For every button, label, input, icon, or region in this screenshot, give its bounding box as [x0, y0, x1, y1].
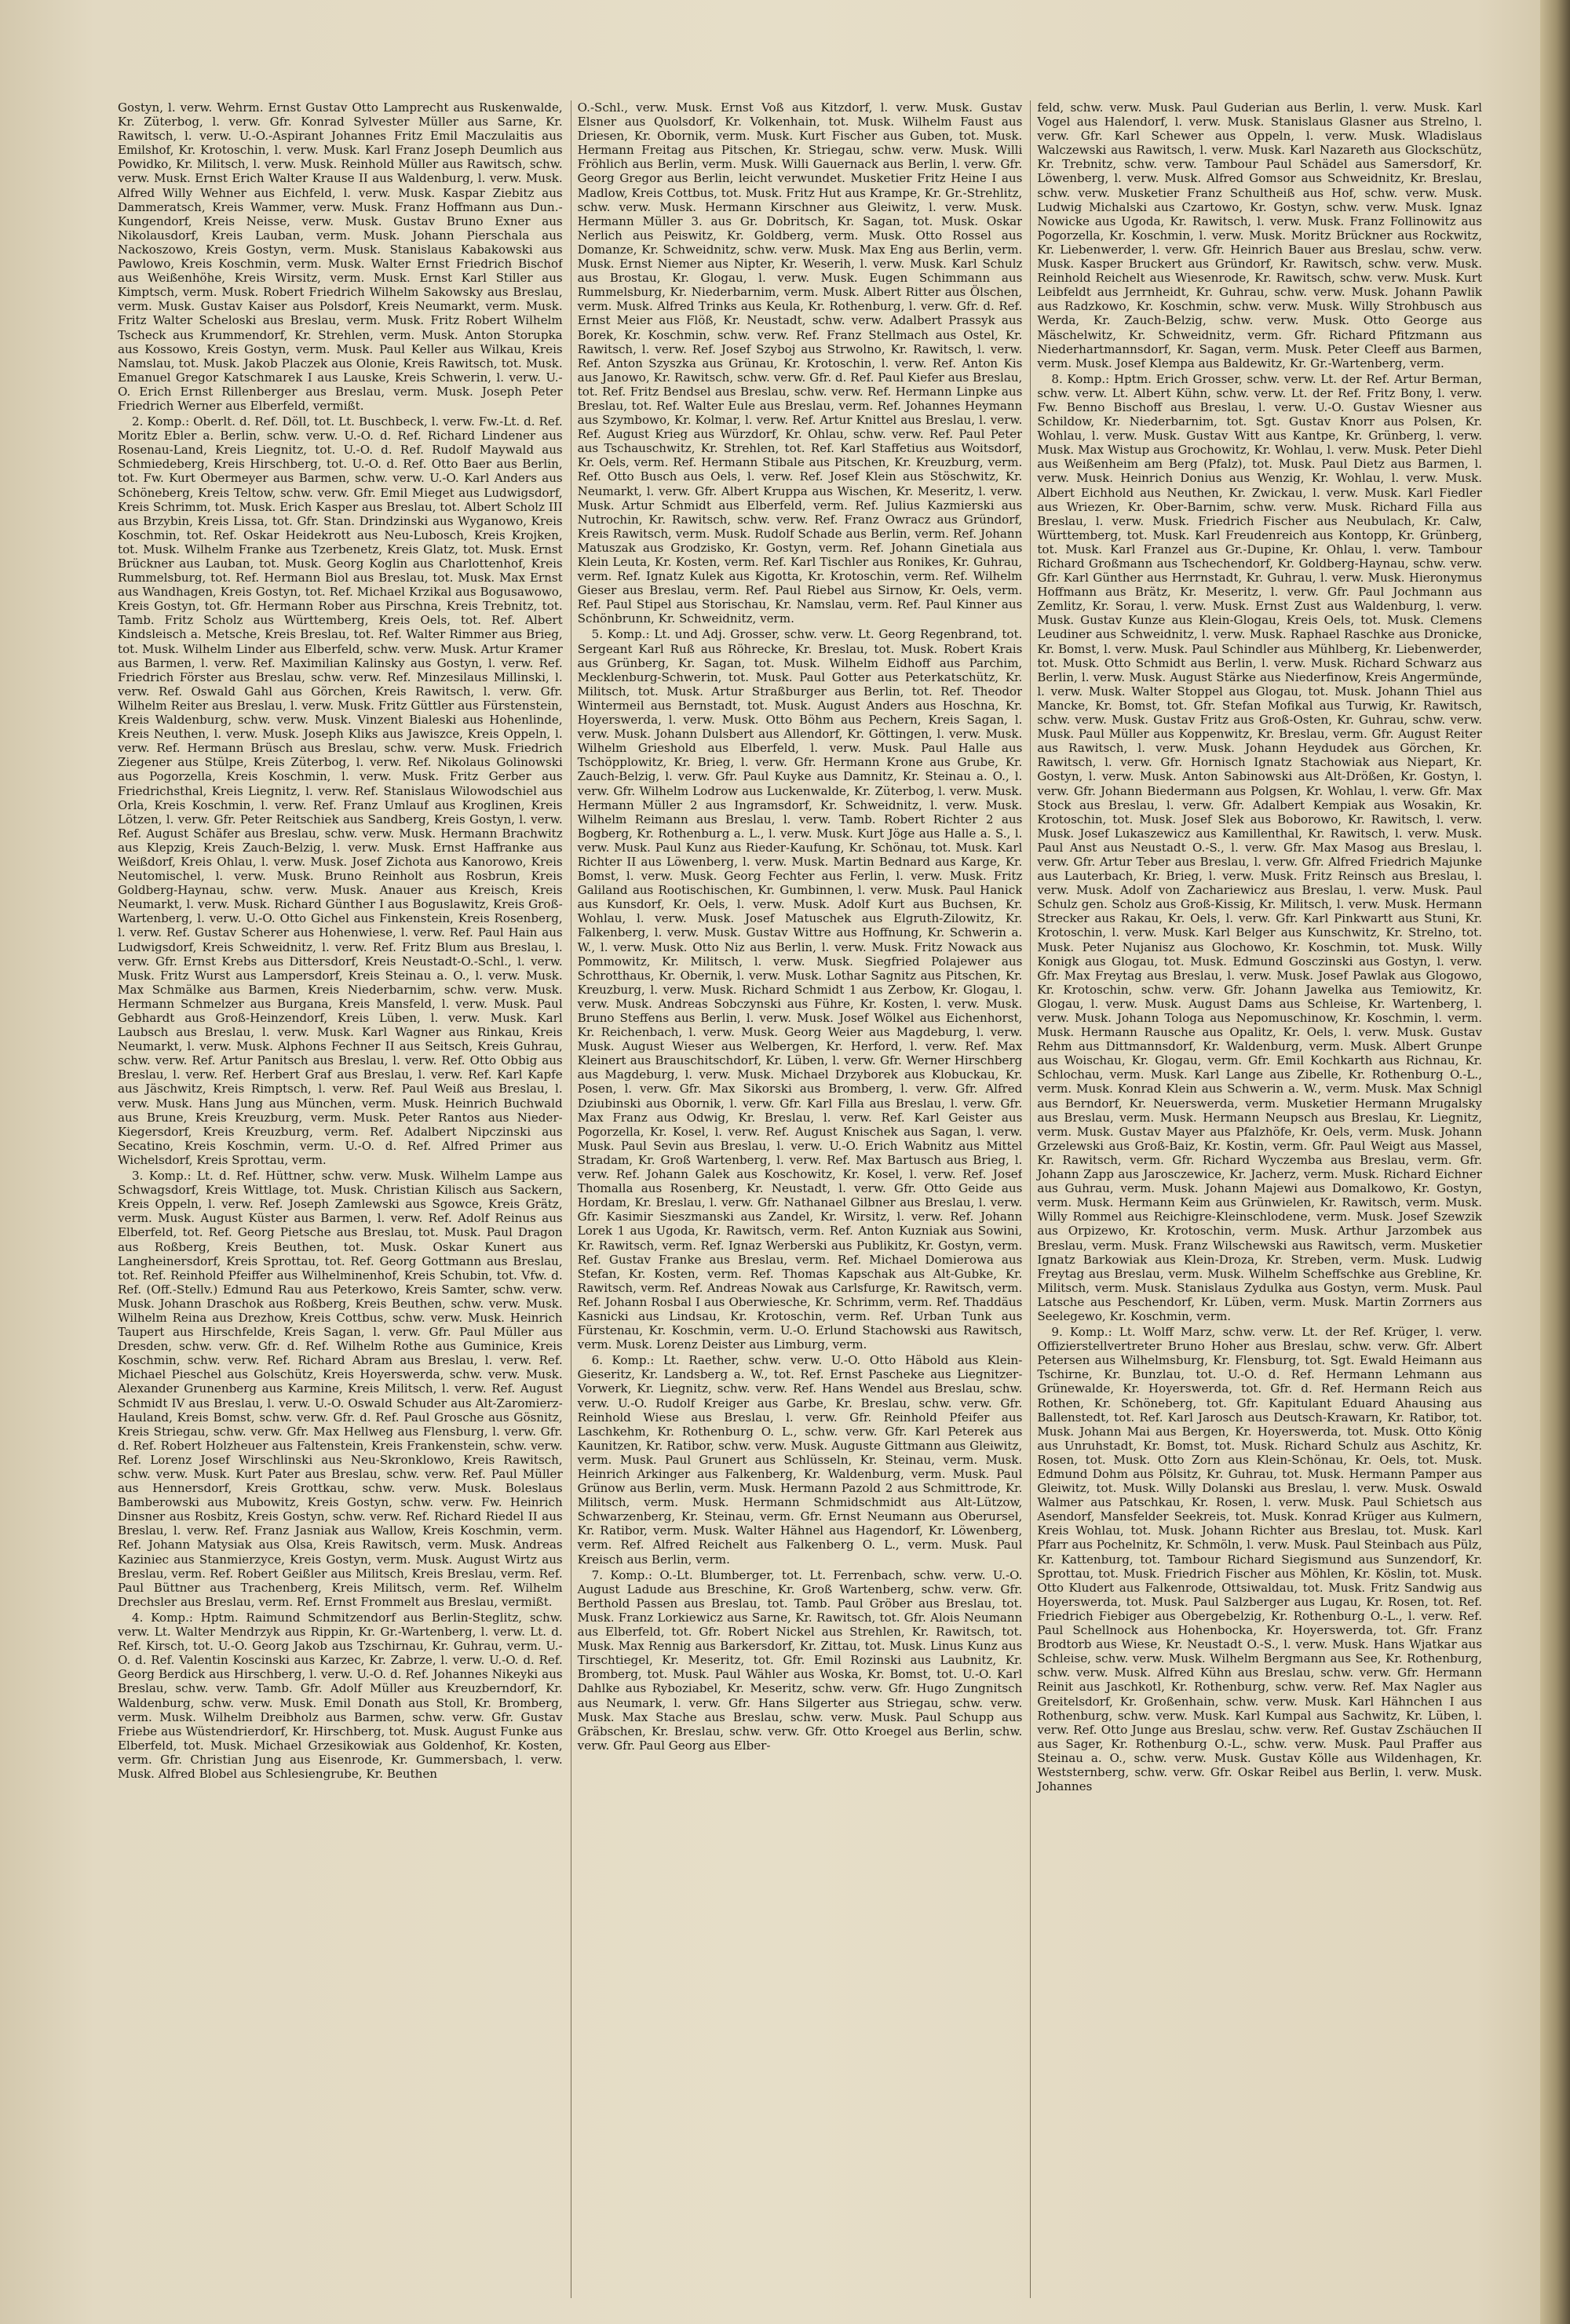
paragraph: 3. Komp.: Lt. d. Ref. Hüttner, schw. verw. Musk. Wilhelm Lampe aus Schwagsdorf, Kreis Wittlage, tot. Musk. Christian Kilisch aus Sackern, Kreis Oppeln, l. verw. Ref. Joseph Zamlewski aus Sgowce, Kreis Grätz, verm. Musk. August Küster aus Barmen, l. verw. Ref. Adolf Reinus aus Elberfeld, tot. Ref. Georg Pietsche aus Breslau, tot. Musk. Paul Dragon aus Roßberg, Kreis Beuthen, tot. Musk. Oskar Kunert aus Langheinersdorf, Kreis Sprottau, tot. Ref. Georg Gottmann aus Breslau, tot. Ref. Reinhold Pfeiffer aus Wilhelminenhof, Kreis Schubin, tot. Vfw. d. Ref. (Off.-Stellv.) Edmund Rau aus Peterkowo, Kreis Samter, schw. verw. Musk. Johann Draschok aus Roßberg, Kreis Beuthen, schw. verw. Musk. Wilhelm Reina aus Drezhow, Kreis Cottbus, schw. verw. Musk. Heinrich Taupert aus Hirschfelde, Kreis Sagan, l. verw. Gfr. Paul Müller aus Dresden, schw. verw. Gfr. d. Ref. Wilhelm Rothe aus Guminice, Kreis Koschmin, schw. verw. Ref. Richard Abram aus Breslau, l. verw. Ref. Michael Pieschel aus Golschütz, Kreis Hoyerswerda, schw. verw. Musk. Alexander Grunenberg aus Karmine, Kreis Militsch, l. verw. Ref. August Schmidt IV aus Breslau, l. verw. U.-O. Oswald Schuder aus Alt-Zaromierz-Hauland, Kreis Bomst, schw. verw. Gfr. d. Ref. Paul Grosche aus Gösnitz, Kreis Striegau, schw. verw. Gfr. Max Hellweg aus Flensburg, l. verw. Gfr. d. Ref. Robert Holzheuer aus Faltenstein, Kreis Frankenstein, schw. verw. Ref. Lorenz Josef Wirschlinski aus Neu-Skronklowo, Kreis Rawitsch, schw. verw. Musk. Kurt Pater aus Breslau, schw. verw. Ref. Paul Müller aus Hennersdorf, Kreis Grottkau, schw. verw. Musk. Boleslaus Bamberowski aus Mubowitz, Kreis Gostyn, schw. verw. Fw. Heinrich Dinsner aus Rosbitz, Kreis Gostyn, schw. verw. Ref. Richard Riedel II aus Breslau, l. verw. Ref. Franz Jasniak aus Wallow, Kreis Koschmin, verm. Ref. Johann Matysiak aus Olsa, Kreis Rawitsch, verm. Musk. Andreas Kaziniec aus Stanmierzyce, Kreis Gostyn, verm. Musk. August Wirtz aus Breslau, verm. Ref. Robert Geißler aus Militsch, Kreis Breslau, verm. Ref. Paul Büttner aus Trachenberg, Kreis Militsch, verm. Ref. Wilhelm Drechsler aus Breslau, verm. Ref. Ernst Frommelt aus Breslau, vermißt. [118, 1169, 563, 1609]
paragraph: 8. Komp.: Hptm. Erich Grosser, schw. verw. Lt. der Ref. Artur Berman, schw. verw. Lt. Albert Kühn, schw. verw. Lt. der Ref. Fritz Bony, l. verw. Fw. Benno Bischoff aus Breslau, l. verw. U.-O. Gustav Wiesner aus Schildow, Kr. Niederbarnim, tot. Sgt. Gustav Knorr aus Polsen, Kr. Wohlau, l. verw. Musk. Gustav Witt aus Kantpe, Kr. Grünberg, l. verw. Musk. Max Wistup aus Grochowitz, Kr. Wohlau, l. verw. Musk. Peter Diehl aus Weißenheim am Berg (Pfalz), tot. Musk. Paul Dietz aus Barmen, l. verw. Musk. Heinrich Donius aus Wenzig, Kr. Wohlau, l. verw. Musk. Albert Eichhold aus Neuthen, Kr. Zwickau, l. verw. Musk. Karl Fiedler aus Wriezen, Kr. Ober-Barnim, schw. verw. Musk. Richard Filla aus Breslau, l. verw. Musk. Friedrich Fischer aus Neubulach, Kr. Calw, Württemberg, tot. Musk. Karl Freudenreich aus Kontopp, Kr. Grünberg, tot. Musk. Karl Franzel aus Gr.-Dupine, Kr. Ohlau, l. verw. Tambour Richard Großmann aus Tschechendorf, Kr. Goldberg-Haynau, schw. verw. Gfr. Karl Günther aus Herrnstadt, Kr. Guhrau, l. verw. Musk. Hieronymus Hoffmann aus Brätz, Kr. Meseritz, l. verw. Gfr. Paul Jochmann aus Zemlitz, Kr. Sorau, l. verw. Musk. Ernst Zust aus Waldenburg, l. verw. Musk. Gustav Kunze aus Klein-Glogau, Kreis Oels, tot. Musk. Clemens Leudiner aus Schweidnitz, l. verw. Musk. Raphael Raschke aus Dronicke, Kr. Bomst, l. verw. Musk. Paul Schindler aus Mühlberg, Kr. Liebenwerder, tot. Musk. Otto Schmidt aus Berlin, l. verw. Musk. Richard Schwarz aus Berlin, l. verw. Musk. August Stärke aus Niederfinow, Kreis Angermünde, l. verw. Musk. Walter Stoppel aus Glogau, tot. Musk. Johann Thiel aus Mancke, Kr. Bomst, tot. Gfr. Stefan Mofikal aus Turwig, Kr. Rawitsch, schw. verw. Musk. Gustav Fritz aus Groß-Osten, Kr. Guhrau, schw. verw. Musk. Paul Müller aus Koppenwitz, Kr. Breslau, verm. Gfr. August Reiter aus Rawitsch, l. verw. Musk. Johann Heydudek aus Görchen, Kr. Rawitsch, l. verw. Gfr. Hornisch Ignatz Stachowiak aus Niepart, Kr. Gostyn, l. verw. Musk. Anton Sabinowski aus Alt-Drößen, Kr. Gostyn, l. verw. Gfr. Johann Biedermann aus Polgsen, Kr. Wohlau, l. verw. Gfr. Max Stock aus Breslau, l. verw. Gfr. Adalbert Kempiak aus Wosakin, Kr. Krotoschin, tot. Musk. Josef Slek aus Boborowo, Kr. Rawitsch, l. verw. Musk. Josef Lukaszewicz aus Kamillenthal, Kr. Rawitsch, l. verw. Musk. Paul Anst aus Neustadt O.-S., l. verw. Gfr. Max Masog aus Breslau, l. verw. Gfr. Artur Teber aus Breslau, l. verw. Gfr. Alfred Friedrich Majunke aus Lauterbach, Kr. Brieg, l. verw. Musk. Fritz Reinsch aus Breslau, l. verw. Musk. Adolf von Zachariewicz aus Breslau, l. verw. Musk. Paul Schulz gen. Scholz aus Groß-Kissig, Kr. Militsch, l. verw. Musk. Hermann Strecker aus Rakau, Kr. Oels, l. verw. Gfr. Karl Pinkwartt aus Stuni, Kr. Krotoschin, l. verw. Musk. Karl Belger aus Kunschwitz, Kr. Strelno, tot. Musk. Peter Nujanisz aus Glochowo, Kr. Koschmin, tot. Musk. Willy Konigk aus Glogau, tot. Musk. Edmund Gosczinski aus Gostyn, l. verw. Gfr. Max Freytag aus Breslau, l. verw. Musk. Josef Pawlak aus Glogowo, Kr. Krotoschin, schw. verw. Gfr. Johann Jawelka aus Temiowitz, Kr. Glogau, l. verw. Musk. August Dams aus Schleise, Kr. Wartenberg, l. verw. Musk. Johann Tologa aus Nepomuschinow, Kr. Koschmin, l. verm. Musk. Hermann Rausche aus Opalitz, Kr. Oels, l. verw. Musk. Gustav Rehm aus Dittmannsdorf, Kr. Waldenburg, verm. Musk. Albert Grunpe aus Woischau, Kr. Glogau, verm. Gfr. Emil Kochkarth aus Richnau, Kr. Schlochau, verm. Musk. Karl Lange aus Zibelle, Kr. Rothenburg O.-L., verm. Musk. Konrad Klein aus Schwerin a. W., verm. Musk. Max Schnigl aus Berndorf, Kr. Neuerswerda, verm. Musketier Hermann Mrugalsky aus Breslau, verm. Musk. Hermann Neupsch aus Breslau, Kr. Liegnitz, verm. Musk. Gustav Mayer aus Pfalzhöfe, Kr. Oels, verm. Musk. Johann Grzelewski aus Groß-Baiz, Kr. Kostin, verm. Gfr. Paul Weigt aus Massel, Kr. Rawitsch, verm. Gfr. Richard Wyczemba aus Breslau, verm. Gfr. Johann Zapp aus Jarosczewice, Kr. Jacherz, verm. Musk. Richard Eichner aus Guhrau, verm. Musk. Johann Majewi aus Domalkowo, Kr. Gostyn, verm. Musk. Hermann Keim aus Grünwielen, Kr. Rawitsch, verm. Musk. Willy Rommel aus Reichigre-Kleinschlodene, verm. Musk. Josef Szewzik aus Orpizewo, Kr. Krotoschin, verm. Musk. Arthur Jarzombek aus Breslau, verm. Musk. Franz Wilschewski aus Rawitsch, verm. Musketier Ignatz Barkowiak aus Klein-Droza, Kr. Streben, verm. Musk. Ludwig Freytag aus Breslau, verm. Musk. Wilhelm Scheffschke aus Grebline, Kr. Militsch, verm. Musk. Stanislaus Zydulka aus Gostyn, verm. Musk. Paul Latsche aus Peschendorf, Kr. Lüben, verm. Musk. Martin Zorrners aus Seelegewo, Kr. Koschmin, verm. [1037, 371, 1483, 1323]
paragraph: 6. Komp.: Lt. Raether, schw. verw. U.-O. Otto Häbold aus Klein-Gieseritz, Kr. Landsberg a. W., tot. Ref. Ernst Pascheke aus Liegnitzer-Vorwerk, Kr. Liegnitz, schw. verw. Ref. Hans Wendel aus Breslau, schw. verw. U.-O. Rudolf Kreiger aus Garbe, Kr. Breslau, schw. verw. Gfr. Reinhold Wiese aus Breslau, l. verw. Gfr. Reinhold Pfeifer aus Laschkehm, Kr. Rothenburg O. L., schw. verw. Gfr. Karl Peterek aus Kaunitzen, Kr. Ratibor, schw. verw. Musk. Auguste Gittmann aus Gleiwitz, verm. Musk. Paul Grunert aus Schlüsseln, Kr. Steinau, verm. Musk. Heinrich Arkinger aus Falkenberg, Kr. Waldenburg, verm. Musk. Paul Grünow aus Berlin, verm. Musk. Hermann Pazold 2 aus Schmittrode, Kr. Militsch, verm. Musk. Hermann Schmidschmidt aus Alt-Lützow, Schwarzenberg, Kr. Steinau, verm. Gfr. Ernst Neumann aus Oberursel, Kr. Ratibor, verm. Musk. Walter Hähnel aus Hagendorf, Kr. Löwenberg, verm. Ref. Alfred Reichelt aus Falkenberg O. L., verm. Musk. Paul Kreisch aus Berlin, verm. [577, 1353, 1023, 1567]
paragraph: Gostyn, l. verw. Wehrm. Ernst Gustav Otto Lamprecht aus Ruskenwalde, Kr. Züterbog, l. verw. Gfr. Konrad Sylvester Müller aus Sarne, Kr. Rawitsch, l. verw. U.-O.-Aspirant Johannes Fritz Emil Maczulaitis aus Emilshof, Kr. Krotoschin, l. verw. Musk. Karl Franz Joseph Deumlich aus Powidko, Kr. Militsch, l. verw. Musk. Reinhold Müller aus Rawitsch, schw. verw. Musk. Ernst Erich Walter Krause II aus Waldenburg, l. verw. Musk. Alfred Willy Wehner aus Eichfeld, l. verw. Musk. Kaspar Ziebitz aus Dammeratsch, Kreis Wammer, verw. Musk. Franz Hoffmann aus Dun.-Kungendorf, Kreis Neisse, verw. Musk. Gustav Bruno Exner aus Nikolausdorf, Kreis Lauban, verm. Musk. Johann Pierschala aus Nackoszowo, Kreis Gostyn, verm. Musk. Stanislaus Kabakowski aus Pawlowo, Kreis Koschmin, verm. Musk. Walter Ernst Friedrich Bischof aus Weißenhöhe, Kreis Wirsitz, verm. Musk. Ernst Karl Stiller aus Kimptsch, verm. Musk. Robert Friedrich Wilhelm Sakowsky aus Breslau, verm. Musk. Gustav Kaiser aus Polsdorf, Kreis Neumarkt, verm. Musk. Fritz Walter Scheloski aus Breslau, verm. Musk. Fritz Robert Wilhelm Tscheck aus Krummendorf, Kr. Strehlen, verm. Musk. Anton Storupka aus Kossowo, Kreis Gostyn, verm. Musk. Paul Keller aus Wilkau, Kreis Namslau, tot. Musk. Jakob Placzek aus Olonie, Kreis Rawitsch, tot. Musk. Emanuel Gregor Katschmarek I aus Lauske, Kreis Schwerin, l. verw. U.-O. Erich Ernst Rillenberger aus Breslau, verm. Musk. Joseph Peter Friedrich Werner aus Elberfeld, vermißt. [118, 100, 563, 413]
paragraph: 4. Komp.: Hptm. Raimund Schmitzendorf aus Berlin-Steglitz, schw. verw. Lt. Walter Mendrzyk aus Rippin, Kr. Gr.-Wartenberg, l. verw. Lt. d. Ref. Kirsch, tot. U.-O. Georg Jakob aus Tzschirnau, Kr. Guhrau, verm. U.-O. d. Ref. Valentin Koscinski aus Karzec, Kr. Zabrze, l. verw. U.-O. d. Ref. Georg Berdick aus Hirschberg, l. verw. U.-O. d. Ref. Johannes Nikeyki aus Breslau, schw. verw. Tamb. Gfr. Adolf Müller aus Kreuzberndorf, Kr. Waldenburg, schw. verw. Musk. Emil Donath aus Stoll, Kr. Bromberg, verm. Musk. Wilhelm Dreibholz aus Barmen, schw. verw. Gfr. Gustav Friebe aus Wüstendrierdorf, Kr. Hirschberg, tot. Musk. August Funke aus Elberfeld, tot. Musk. Michael Grzesikowiak aus Goldenhof, Kr. Kosten, verm. Gfr. Christian Jung aus Eisenrode, Kr. Gummersbach, l. verw. Musk. Alfred Blobel aus Schlesiengrube, Kr. Beuthen [118, 1610, 563, 1781]
column-2 [571, 100, 1023, 2298]
column-3 [1030, 100, 1482, 2298]
paragraph: O.-Schl., verw. Musk. Ernst Voß aus Kitzdorf, l. verw. Musk. Gustav Elsner aus Quolsdorf, Kr. Volkenhain, tot. Musk. Wilhelm Faust aus Driesen, Kr. Obornik, verm. Musk. Kurt Fischer aus Guben, tot. Musk. Hermann Freitag aus Pitschen, Kr. Striegau, schw. verw. Musk. Willi Fröhlich aus Berlin, verm. Musk. Willi Gauernack aus Berlin, l. verw. Gfr. Georg Gregor aus Berlin, leicht verwundet. Musketier Fritz Heine I aus Madlow, Kreis Cottbus, tot. Musk. Fritz Hut aus Krampe, Kr. Gr.-Strehlitz, schw. verw. Musk. Hermann Kirschner aus Gleiwitz, l. verw. Musk. Hermann Müller 3. aus Gr. Dobritsch, Kr. Sagan, tot. Musk. Oskar Nerlich aus Peiswitz, Kr. Goldberg, verm. Musk. Otto Rossel aus Domanze, Kr. Schweidnitz, schw. verw. Musk. Max Eng aus Berlin, verm. Musk. Ernst Niemer aus Nipter, Kr. Weserih, l. verw. Musk. Karl Schulz aus Brostau, Kr. Glogau, l. verw. Musk. Eugen Schimmann aus Rummelsburg, Kr. Niederbarnim, verm. Musk. Albert Ritter aus Ölschen, verm. Musk. Alfred Trinks aus Keula, Kr. Rothenburg, l. verw. Gfr. d. Ref. Ernst Meier aus Flöß, Kr. Neustadt, schw. verw. Adalbert Prassyk aus Borek, Kr. Koschmin, schw. verw. Ref. Franz Stellmach aus Ostel, Kr. Rawitsch, l. verw. Ref. Josef Szyboj aus Strwolno, Kr. Rawitsch, l. verw. Ref. Anton Szyszka aus Grünau, Kr. Krotoschin, l. verw. Ref. Anton Kis aus Janowo, Kr. Rawitsch, schw. verw. Gfr. d. Ref. Paul Kiefer aus Breslau, tot. Ref. Fritz Bendsel aus Breslau, schw. verw. Ref. Hermann Linpke aus Breslau, tot. Ref. Walter Eule aus Breslau, verm. Ref. Johannes Heymann aus Szymbowo, Kr. Kolmar, l. verw. Ref. Artur Knittel aus Breslau, l. verw. Ref. August Krieg aus Würzdorf, Kr. Ohlau, schw. verw. Ref. Paul Peter aus Tschauschwitz, Kr. Strehlen, tot. Ref. Karl Staffetius aus Woitsdorf, Kr. Oels, verm. Ref. Hermann Stibale aus Pitschen, Kr. Kreuzburg, verm. Ref. Otto Busch aus Oels, l. verw. Ref. Josef Klein aus Stöschwitz, Kr. Neumarkt, l. verw. Gfr. Albert Kruppa aus Wischen, Kr. Meseritz, l. verw. Musk. Artur Schmidt aus Elberfeld, verm. Ref. Julius Kazmierski aus Nutrochin, Kr. Rawitsch, schw. verw. Ref. Franz Owracz aus Gründorf, Kreis Rawitsch, verm. Musk. Rudolf Schade aus Berlin, verm. Ref. Johann Matuszak aus Grodzisko, Kr. Gostyn, verm. Ref. Johann Ginetiala aus Klein Leuta, Kr. Kosten, verm. Ref. Karl Tischler aus Ronikes, Kr. Guhrau, verm. Ref. Ignatz Kulek aus Kigotta, Kr. Krotoschin, verm. Ref. Wilhelm Gieser aus Breslau, verm. Ref. Paul Riebel aus Sirnow, Kr. Oels, verm. Ref. Paul Stipel aus Storischau, Kr. Namslau, verm. Ref. Paul Kinner aus Schönbrunn, Kr. Schweidnitz, verm. [577, 100, 1023, 626]
page-binding-edge [1540, 0, 1570, 2324]
paragraph: 7. Komp.: O.-Lt. Blumberger, tot. Lt. Ferrenbach, schw. verw. U.-O. August Ladude aus Breschine, Kr. Groß Wartenberg, schw. verw. Gfr. Berthold Passen aus Breslau, tot. Tamb. Paul Gröber aus Breslau, tot. Musk. Franz Lorkiewicz aus Sarne, Kr. Rawitsch, tot. Gfr. Alois Neumann aus Elberfeld, tot. Gfr. Robert Nickel aus Strehlen, Kr. Rawitsch, tot. Musk. Max Rennig aus Barkersdorf, Kr. Zittau, tot. Musk. Linus Kunz aus Tirschtiegel, Kr. Meseritz, tot. Gfr. Emil Rozinski aus Laubnitz, Kr. Bromberg, tot. Musk. Paul Wähler aus Woska, Kr. Bomst, tot. U.-O. Karl Dahlke aus Ryboziabel, Kr. Meseritz, schw. verw. Gfr. Hugo Zungnitsch aus Neumark, l. verw. Gfr. Hans Silgerter aus Striegau, schw. verw. Musk. Max Stache aus Breslau, schw. verw. Musk. Paul Schupp aus Gräbschen, Kr. Breslau, schw. verw. Gfr. Otto Kroegel aus Berlin, schw. verw. Gfr. Paul Georg aus Elber- [577, 1567, 1023, 1753]
casualty-list-columns [118, 100, 1482, 2298]
paragraph: 2. Komp.: Oberlt. d. Ref. Döll, tot. Lt. Buschbeck, l. verw. Fw.-Lt. d. Ref. Moritz Ebler a. Berlin, schw. verw. U.-O. d. Ref. Richard Lindener aus Rosenau-Land, Kreis Liegnitz, tot. U.-O. d. Ref. Rudolf Maywald aus Schmiedeberg, Kreis Hirschberg, tot. U.-O. d. Ref. Otto Baer aus Berlin, tot. Fw. Kurt Obermeyer aus Barmen, schw. verw. U.-O. Karl Anders aus Schöneberg, Kreis Teltow, schw. verw. Gfr. Emil Mieget aus Ludwigsdorf, Kreis Schrimm, tot. Musk. Erich Kasper aus Breslau, tot. Albert Scholz III aus Brzybin, Kreis Lissa, tot. Gfr. Stan. Drindzinski aus Wyganowo, Kreis Koschmin, tot. Ref. Oskar Heidekrott aus Neu-Lubosch, Kreis Krojken, tot. Musk. Wilhelm Franke aus Tzerbenetz, Kreis Glatz, tot. Musk. Ernst Brückner aus Lauban, tot. Musk. Georg Koglin aus Charlottenhof, Kreis Rummelsburg, tot. Ref. Hermann Biol aus Breslau, tot. Musk. Max Ernst aus Wandhagen, Kreis Gostyn, tot. Ref. Michael Krzikal aus Bogusawowo, Kreis Gostyn, tot. Gfr. Hermann Rober aus Pirschna, Kreis Trebnitz, tot. Tamb. Fritz Scholz aus Württemberg, Kreis Oels, tot. Ref. Albert Kindsleisch a. Metsche, Kreis Breslau, tot. Ref. Walter Rimmer aus Brieg, tot. Musk. Wilhelm Linder aus Elberfeld, schw. verw. Musk. Artur Kramer aus Barmen, l. verw. Ref. Maximilian Kalinsky aus Gostyn, l. verw. Ref. Friedrich Förster aus Breslau, schw. verw. Ref. Minzesilaus Millinski, l. verw. Ref. Oswald Gahl aus Görchen, Kreis Rawitsch, l. verw. Gfr. Wilhelm Reiter aus Breslau, l. verw. Musk. Fritz Güttler aus Fürstenstein, Kreis Waldenburg, schw. verw. Musk. Vinzent Bialeski aus Hohenlinde, Kreis Neuthen, l. verw. Musk. Joseph Kliks aus Jawiszce, Kreis Oppeln, l. verw. Ref. Hermann Brüsch aus Breslau, schw. verw. Musk. Friedrich Ziegener aus Stülpe, Kreis Züterbog, l. verw. Ref. Nikolaus Golinowski aus Pogorzella, Kreis Koschmin, l. verw. Musk. Fritz Gerber aus Friedrichsthal, Kreis Liegnitz, l. verw. Ref. Stanislaus Wilowodschiel aus Orla, Kreis Koschmin, l. verw. Ref. Franz Umlauf aus Kroglinen, Kreis Lötzen, l. verw. Gfr. Peter Reitschiek aus Sandberg, Kreis Gostyn, l. verw. Ref. August Schäfer aus Breslau, schw. verw. Musk. Hermann Brachwitz aus Klepzig, Kreis Zauch-Belzig, l. verw. Musk. Ernst Haffranke aus Weißdorf, Kreis Ohlau, l. verw. Musk. Josef Zichota aus Kanorowo, Kreis Neutomischel, l. verw. Musk. Bruno Reinholt aus Rosbrun, Kreis Goldberg-Haynau, schw. verw. Musk. Anauer aus Kreisch, Kreis Neumarkt, l. verw. Musk. Richard Günther I aus Boguslawitz, Kreis Groß-Wartenberg, l. verw. U.-O. Otto Gichel aus Finkenstein, Kreis Rosenberg, l. verw. Ref. Gustav Scherer aus Hohenwiese, l. verw. Ref. Paul Hain aus Ludwigsdorf, Kreis Schweidnitz, l. verw. Ref. Fritz Blum aus Breslau, l. verw. Gfr. Ernst Krebs aus Dittersdorf, Kreis Neustadt-O.-Schl., l. verw. Musk. Fritz Wurst aus Lampersdorf, Kreis Steinau a. O., l. verw. Musk. Max Schmälke aus Barmen, Kreis Niederbarnim, schw. verw. Musk. Hermann Schmelzer aus Burgana, Kreis Mansfeld, l. verw. Musk. Paul Gebhardt aus Groß-Heinzendorf, Kreis Lüben, l. verw. Musk. Karl Laubsch aus Breslau, l. verw. Musk. Karl Wagner aus Rinkau, Kreis Neumarkt, l. verw. Musk. Alphons Fechner II aus Seitsch, Kreis Guhrau, schw. verw. Ref. Artur Panitsch aus Breslau, l. verw. Ref. Otto Obbig aus Breslau, l. verw. Ref. Herbert Graf aus Breslau, l. verw. Ref. Karl Kapfe aus Jäschwitz, Kreis Rimptsch, l. verw. Ref. Paul Weiß aus Breslau, l. verw. Musk. Hans Jung aus München, verm. Musk. Heinrich Buchwald aus Brune, Kreis Kreuzburg, verm. Musk. Peter Rantos aus Nieder-Kiegersdorf, Kreis Kreuzburg, verm. Ref. Adalbert Nipczinski aus Secatino, Kreis Koschmin, verm. U.-O. d. Ref. Alfred Primer aus Wichelsdorf, Kreis Sprottau, verm. [118, 414, 563, 1167]
paragraph: 9. Komp.: Lt. Wolff Marz, schw. verw. Lt. der Ref. Krüger, l. verw. Offizierstellvertreter Bruno Hoher aus Breslau, schw. verw. Gfr. Albert Petersen aus Wilhelmsburg, Kr. Flensburg, tot. Sgt. Ewald Heimann aus Tschirne, Kr. Bunzlau, tot. U.-O. d. Ref. Hermann Lehmann aus Grünewalde, Kr. Hoyerswerda, tot. Gfr. d. Ref. Hermann Reich aus Rothen, Kr. Schöneberg, tot. Gfr. Kapitulant Eduard Ahausing aus Ballenstedt, tot. Ref. Karl Jarosch aus Deutsch-Krawarn, Kr. Ratibor, tot. Musk. Johann Mai aus Bergen, Kr. Hoyerswerda, tot. Musk. Otto König aus Unruhstadt, Kr. Bomst, tot. Musk. Richard Schulz aus Aschitz, Kr. Rosen, tot. Musk. Otto Zorn aus Klein-Schönau, Kr. Oels, tot. Musk. Edmund Dohm aus Pölsitz, Kr. Guhrau, tot. Musk. Hermann Pamper aus Gleiwitz, tot. Musk. Willy Dolanski aus Breslau, l. verw. Musk. Oswald Walmer aus Patschkau, Kr. Rosen, l. verw. Musk. Paul Schietsch aus Asendorf, Mansfelder Seekreis, tot. Musk. Konrad Krüger aus Kulmern, Kreis Wohlau, tot. Musk. Johann Richter aus Breslau, tot. Musk. Karl Pfarr aus Pochelnitz, Kr. Schmöln, l. verw. Musk. Paul Steinbach aus Pülz, Kr. Kattenburg, tot. Tambour Richard Siegismund aus Sunzendorf, Kr. Sprottau, tot. Musk. Friedrich Fischer aus Möhlen, Kr. Köslin, tot. Musk. Otto Kludert aus Falkenrode, Ottsiwaldau, tot. Musk. Fritz Sandwig aus Hoyerswerda, tot. Musk. Paul Salzberger aus Lugau, Kr. Rosen, tot. Ref. Friedrich Fiebiger aus Obergebelzig, Kr. Rothenburg O.-L., l. verw. Ref. Paul Schellnock aus Hohenbocka, Kr. Hoyerswerda, tot. Gfr. Franz Brodtorb aus Wiese, Kr. Neustadt O.-S., l. verw. Musk. Hans Wjatkar aus Schleise, schw. verw. Musk. Wilhelm Bergmann aus See, Kr. Rothenburg, schw. verw. Musk. Alfred Kühn aus Breslau, schw. verw. Gfr. Hermann Reinit aus Jaschkotl, Kr. Rothenburg, schw. verw. Ref. Max Nagler aus Greitelsdorf, Kr. Großenhain, schw. verw. Musk. Karl Hähnchen I aus Rothenburg, schw. verw. Musk. Karl Kumpal aus Sachwitz, Kr. Lüben, l. verw. Ref. Otto Junge aus Breslau, schw. verw. Ref. Gustav Zschäuchen II aus Sager, Kr. Rothenburg O.-L., schw. verw. Musk. Paul Praffer aus Steinau a. O., schw. verw. Musk. Gustav Kölle aus Wildenhagen, Kr. Weststernberg, schw. verw. Gfr. Oskar Reibel aus Berlin, l. verw. Musk. Johannes [1037, 1325, 1483, 1794]
column-1 [118, 100, 563, 2298]
paragraph: 5. Komp.: Lt. und Adj. Grosser, schw. verw. Lt. Georg Regenbrand, tot. Sergeant Karl Ruß aus Röhrecke, Kr. Breslau, tot. Musk. Robert Krais aus Grünberg, Kr. Sagan, tot. Musk. Wilhelm Eidhoff aus Parchim, Mecklenburg-Schwerin, tot. Musk. Paul Gotter aus Peterkatschütz, Kr. Militsch, tot. Musk. Artur Straßburger aus Berlin, tot. Ref. Theodor Wintermeil aus Bernstadt, tot. Musk. August Anders aus Hoschna, Kr. Hoyerswerda, l. verw. Musk. Otto Böhm aus Pechern, Kreis Sagan, l. verw. Musk. Johann Dulsbert aus Allendorf, Kr. Göttingen, l. verw. Musk. Wilhelm Grieshold aus Elberfeld, l. verw. Musk. Paul Halle aus Tschöpplowitz, Kr. Brieg, l. verw. Gfr. Hermann Krone aus Grube, Kr. Zauch-Belzig, l. verw. Gfr. Paul Kuyke aus Damnitz, Kr. Steinau a. O., l. verw. Gfr. Wilhelm Lodrow aus Luckenwalde, Kr. Züterbog, l. verw. Musk. Hermann Müller 2 aus Ingramsdorf, Kr. Schweidnitz, l. verw. Musk. Wilhelm Reimann aus Breslau, l. verw. Tamb. Robert Richter 2 aus Bogberg, Kr. Rothenburg a. L., l. verw. Musk. Kurt Jöge aus Halle a. S., l. verw. Musk. Paul Kunz aus Rieder-Kaufung, Kr. Schönau, tot. Musk. Karl Richter II aus Löwenberg, l. verw. Musk. Martin Bednard aus Karge, Kr. Bomst, l. verw. Musk. Georg Fechter aus Ferlin, l. verw. Musk. Fritz Galiland aus Rootischischen, Kr. Gumbinnen, l. verw. Musk. Paul Hanick aus Kunsdorf, Kr. Oels, l. verw. Musk. Adolf Kurt aus Buchsen, Kr. Wohlau, l. verw. Musk. Josef Matuschek aus Elgruth-Zilowitz, Kr. Falkenberg, l. verw. Musk. Gustav Wittre aus Hoffnung, Kr. Schwerin a. W., l. verw. Musk. Otto Niz aus Berlin, l. verw. Musk. Fritz Nowack aus Pommowitz, Kr. Militsch, l. verw. Musk. Siegfried Polajewer aus Schrotthaus, Kr. Obernik, l. verw. Musk. Lothar Sagnitz aus Pitschen, Kr. Kreuzburg, l. verw. Musk. Richard Schmidt 1 aus Zerbow, Kr. Glogau, l. verw. Musk. Andreas Sobczynski aus Führe, Kr. Kosten, l. verw. Musk. Bruno Steffens aus Berlin, l. verw. Musk. Josef Wölkel aus Eichenhorst, Kr. Reichenbach, l. verw. Musk. Georg Weier aus Magdeburg, l. verw. Musk. August Wieser aus Welbergen, Kr. Herford, l. verw. Ref. Max Kleinert aus Brauschitschdorf, Kr. Lüben, l. verw. Gfr. Werner Hirschberg aus Magdeburg, l. verw. Musk. Michael Drzyborek aus Klobuckau, Kr. Posen, l. verw. Gfr. Max Sikorski aus Bromberg, l. verw. Gfr. Alfred Dziubinski aus Obornik, l. verw. Gfr. Karl Filla aus Breslau, l. verw. Gfr. Max Franz aus Odwig, Kr. Breslau, l. verw. Ref. Karl Geister aus Pogorzella, Kr. Kosel, l. verw. Ref. August Knischek aus Sagan, l. verw. Musk. Paul Sevin aus Breslau, l. verw. U.-O. Erich Wabnitz aus Mittel Stradam, Kr. Groß Wartenberg, l. verw. Ref. Max Bartusch aus Brieg, l. verw. Ref. Johann Galek aus Koschowitz, Kr. Kosel, l. verw. Ref. Josef Thomalla aus Rosenberg, Kr. Neustadt, l. verw. Gfr. Otto Geide aus Hordam, Kr. Breslau, l. verw. Gfr. Nathanael Gilbner aus Breslau, l. verw. Gfr. Kasimir Sieszmanski aus Zandel, Kr. Wirsitz, l. verw. Ref. Johann Lorek 1 aus Ugoda, Kr. Rawitsch, verm. Ref. Anton Kuzniak aus Sowini, Kr. Rawitsch, verm. Ref. Ignaz Werberski aus Publikitz, Kr. Gostyn, verm. Ref. Gustav Franke aus Breslau, verm. Ref. Michael Domierowa aus Stefan, Kr. Kosten, verm. Ref. Thomas Kapschak aus Alt-Gubke, Kr. Rawitsch, verm. Ref. Andreas Nowak aus Carlsfurge, Kr. Rawitsch, verm. Ref. Johann Rosbal I aus Oberwiesche, Kr. Schrimm, verm. Ref. Thaddäus Kasnicki aus Lindsau, Kr. Krotoschin, verm. Ref. Urban Tunk aus Fürstenau, Kr. Koschmin, verm. U.-O. Erlund Stachowski aus Rawitsch, verm. Musk. Lorenz Deister aus Limburg, verm. [577, 627, 1023, 1352]
paragraph: feld, schw. verw. Musk. Paul Guderian aus Berlin, l. verw. Musk. Karl Vogel aus Halendorf, l. verw. Musk. Stanislaus Glasner aus Strelno, l. verw. Gfr. Karl Schewer aus Oppeln, l. verw. Musk. Wladislaus Walczewski aus Rawitsch, l. verw. Musk. Karl Nazareth aus Glockschütz, Kr. Trebnitz, schw. verw. Tambour Paul Schädel aus Samersdorf, Kr. Löwenberg, l. verw. Musk. Alfred Gomsor aus Schweidnitz, Kr. Breslau, schw. verw. Musketier Franz Schultheiß aus Hof, schw. verw. Musk. Ludwig Michalski aus Czartowo, Kr. Gostyn, schw. verw. Musk. Ignaz Nowicke aus Ugoda, Kr. Rawitsch, l. verw. Musk. Franz Follinowitz aus Pogorzella, Kr. Koschmin, l. verw. Musk. Moritz Brückner aus Rockwitz, Kr. Liebenwerder, l. verw. Gfr. Heinrich Bauer aus Breslau, schw. verw. Musk. Kasper Bruckert aus Gründorf, Kr. Rawitsch, schw. verw. Musk. Reinhold Reichelt aus Wiesenrode, Kr. Rawitsch, schw. verw. Musk. Kurt Leibfeldt aus Jerrnheidt, Kr. Guhrau, schw. verw. Musk. Johann Pawlik aus Radzkowo, Kr. Koschmin, schw. verw. Musk. Willy Strohbusch aus Werda, Kr. Zauch-Belzig, schw. verw. Musk. Otto George aus Mäschelwitz, Kr. Schweidnitz, verm. Gfr. Richard Pfitzmann aus Niederhartmannsdorf, Kr. Sagan, verm. Musk. Peter Cleeff aus Barmen, verm. Musk. Josef Klempa aus Baldewitz, Kr. Gr.-Wartenberg, verm. [1037, 100, 1483, 370]
